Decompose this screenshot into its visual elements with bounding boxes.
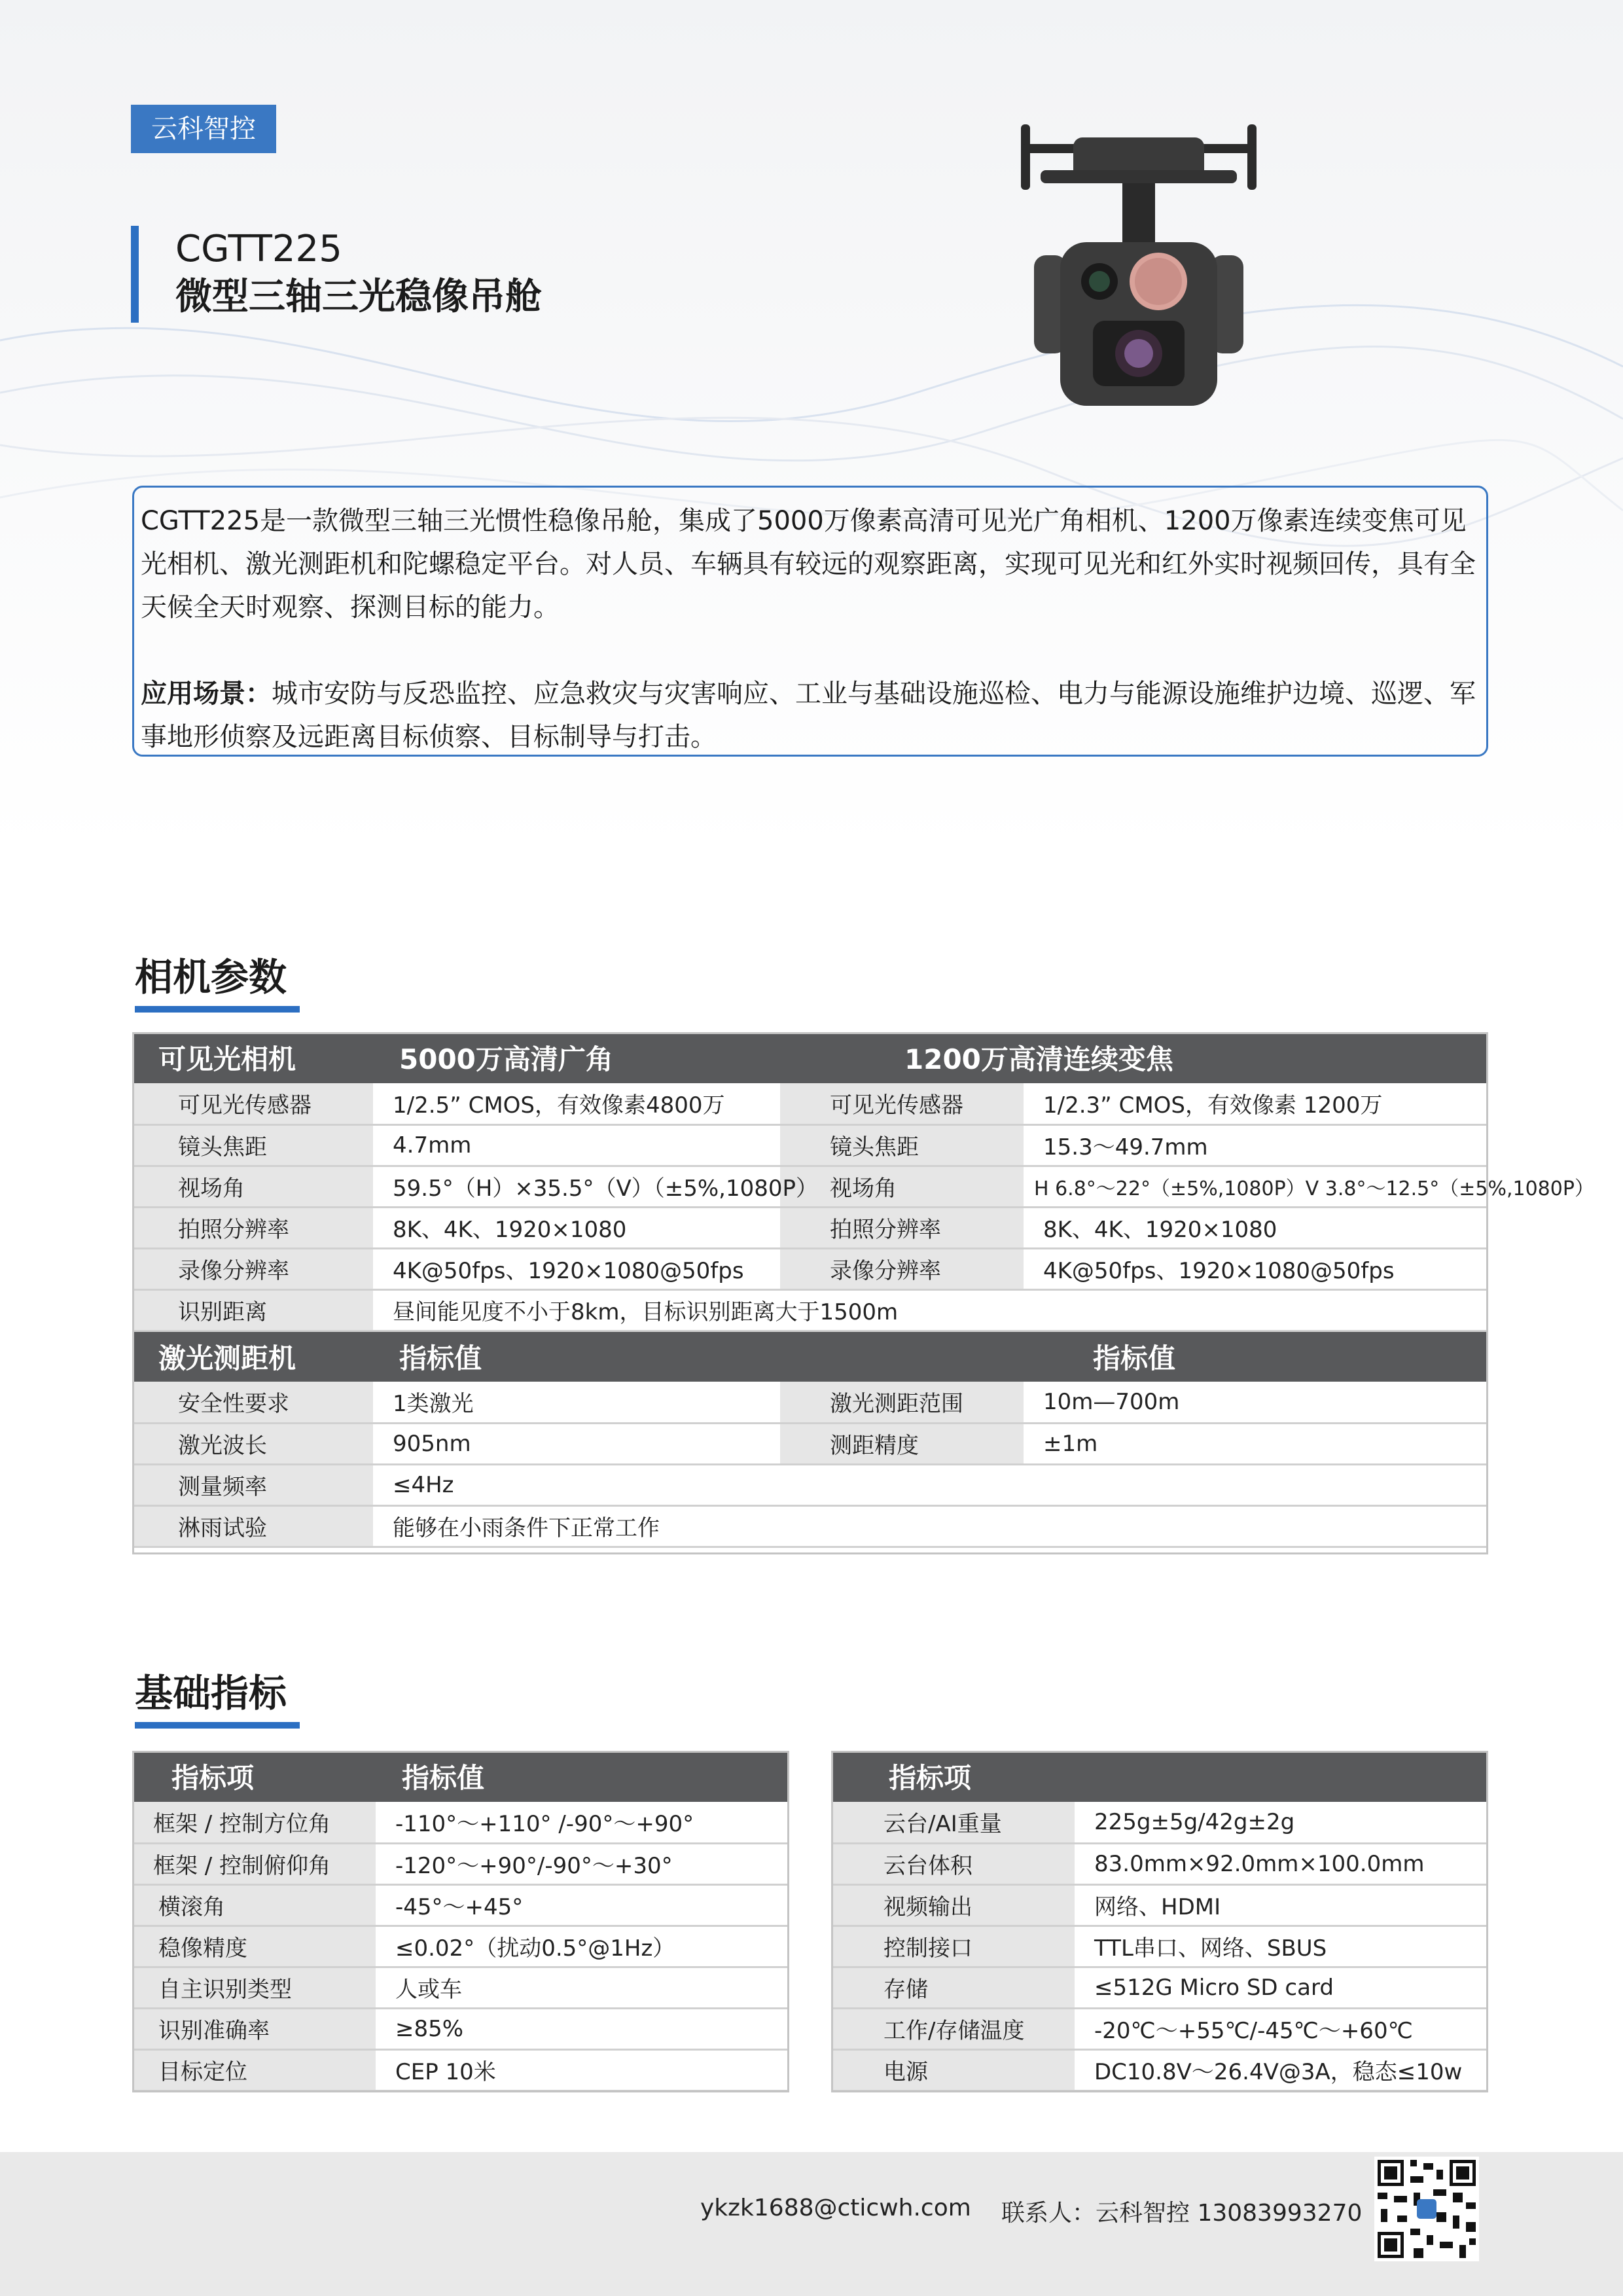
row-label: 淋雨试验 <box>132 1505 373 1547</box>
table-row <box>831 1843 1488 1884</box>
table-row <box>132 1464 1488 1505</box>
row-value: 人或车 <box>376 1967 789 2008</box>
table-row <box>132 1802 789 1843</box>
applications-text: 城市安防与反恐监控、应急救灾与灾害响应、工业与基础设施巡检、电力与能源设施维护边境、巡逻、军事地形侦察及远距离目标侦察、目标制导与打击。 <box>141 679 1476 752</box>
row-value: 1类激光 <box>373 1382 780 1423</box>
basic-specs-right-table <box>831 1751 1488 2092</box>
row-label: 存储 <box>831 1967 1075 2008</box>
table-row <box>132 1926 789 1967</box>
row-label: 目标定位 <box>132 2049 376 2090</box>
row-label: 识别距离 <box>132 1289 373 1331</box>
table-row <box>132 1505 1488 1547</box>
table-row <box>831 1802 1488 1843</box>
row-value: 能够在小雨条件下正常工作 <box>373 1505 1488 1547</box>
row-value: 4K@50fps、1920×1080@50fps <box>373 1248 780 1289</box>
intro-applications <box>141 672 1481 759</box>
visible-camera-col1: 5000万高清广角 <box>373 1032 780 1083</box>
table-row <box>132 1289 1488 1331</box>
row-value: 4.7mm <box>373 1124 780 1166</box>
row-label: 电源 <box>831 2049 1075 2090</box>
row-label: 拍照分辨率 <box>780 1207 1024 1248</box>
table-row <box>132 1382 1488 1423</box>
row-value: 网络、HDMI <box>1075 1884 1488 1926</box>
laser-header <box>132 1331 1488 1382</box>
table-row <box>132 1248 1488 1289</box>
title-accent-bar <box>131 226 139 323</box>
row-label: 框架 / 控制俯仰角 <box>132 1843 376 1884</box>
footer-email[interactable]: ykzk1688@cticwh.com <box>700 2195 971 2221</box>
row-label: 识别准确率 <box>132 2008 376 2049</box>
table-row <box>132 2008 789 2049</box>
basic-left-header-label: 指标项 <box>132 1751 376 1802</box>
row-label: 云台体积 <box>831 1843 1075 1884</box>
row-label: 镜头焦距 <box>780 1124 1024 1166</box>
qr-code-icon <box>1374 2157 1479 2261</box>
row-label: 安全性要求 <box>132 1382 373 1423</box>
row-value: 4K@50fps、1920×1080@50fps <box>1024 1248 1488 1289</box>
row-value: CEP 10米 <box>376 2049 789 2090</box>
row-value: 59.5°（H）×35.5°（V）（±5%,1080P） <box>373 1166 780 1207</box>
basic-section-title: 基础指标 <box>135 1671 287 1715</box>
table-row <box>132 1207 1488 1248</box>
row-label: 横滚角 <box>132 1884 376 1926</box>
laser-col1: 指标值 <box>373 1331 780 1382</box>
product-model: CGTT225 <box>175 228 342 270</box>
row-value: ±1m <box>1024 1423 1488 1464</box>
row-label: 镜头焦距 <box>132 1124 373 1166</box>
row-label: 自主识别类型 <box>132 1967 376 2008</box>
row-label: 云台/AI重量 <box>831 1802 1075 1843</box>
basic-right-header <box>831 1751 1488 1802</box>
camera-params-table <box>132 1032 1594 1548</box>
row-label: 视频输出 <box>831 1884 1075 1926</box>
row-value: 1/2.5” CMOS，有效像素4800万 <box>373 1083 780 1124</box>
table-row <box>132 1124 1488 1166</box>
row-label: 可见光传感器 <box>780 1083 1024 1124</box>
row-value: ≥85% <box>376 2008 789 2049</box>
row-value: -45°～+45° <box>376 1884 789 1926</box>
footer-contact: 联系人：云科智控 13083993270 <box>1001 2200 1363 2227</box>
row-value: 1/2.3” CMOS，有效像素 1200万 <box>1024 1083 1488 1124</box>
row-value: -20℃～+55℃/-45℃～+60℃ <box>1075 2008 1488 2049</box>
table-row <box>132 1166 1488 1207</box>
product-name: 微型三轴三光稳像吊舱 <box>175 276 542 318</box>
row-label: 录像分辨率 <box>132 1248 373 1289</box>
table-row <box>831 1884 1488 1926</box>
row-value: 83.0mm×92.0mm×100.0mm <box>1075 1843 1488 1884</box>
row-value: 8K、4K、1920×1080 <box>373 1207 780 1248</box>
row-value: 15.3～49.7mm <box>1024 1124 1488 1166</box>
row-value: 昼间能见度不小于8km，目标识别距离大于1500m <box>373 1289 1488 1331</box>
table-row <box>831 2049 1488 2090</box>
table-row <box>132 1967 789 2008</box>
table-row <box>132 1884 789 1926</box>
table-row <box>831 2008 1488 2049</box>
laser-label: 激光测距机 <box>132 1331 373 1382</box>
camera-section-title: 相机参数 <box>135 955 287 999</box>
table-row <box>132 1083 1488 1124</box>
row-value: ≤512G Micro SD card <box>1075 1967 1488 2008</box>
row-value: 225g±5g/42g±2g <box>1075 1802 1488 1843</box>
brand-tag: 云科智控 <box>131 105 276 153</box>
table-row <box>831 1926 1488 1967</box>
basic-specs-left-table <box>132 1751 789 2092</box>
row-label: 控制接口 <box>831 1926 1075 1967</box>
row-label: 可见光传感器 <box>132 1083 373 1124</box>
row-value: DC10.8V～26.4V@3A，稳态≤10w <box>1075 2049 1488 2090</box>
row-label: 拍照分辨率 <box>132 1207 373 1248</box>
row-label: 测量频率 <box>132 1464 373 1505</box>
row-label: 框架 / 控制方位角 <box>132 1802 376 1843</box>
camera-section-underline <box>135 1006 300 1013</box>
row-value: TTL串口、网络、SBUS <box>1075 1926 1488 1967</box>
intro-description: CGTT225是一款微型三轴三光惯性稳像吊舱，集成了5000万像素高清可见光广角相机、1200万像素连续变焦可见光相机、激光测距机和陀螺稳定平台。对人员、车辆具有较远的观察距离，实现可见光和红外实时视频回传，具有全天候全天时观察、探测目标的能力。 <box>141 506 1476 622</box>
row-label: 视场角 <box>132 1166 373 1207</box>
row-value: -110°～+110° /-90°～+90° <box>376 1802 789 1843</box>
row-label: 工作/存储温度 <box>831 2008 1075 2049</box>
row-label: 测距精度 <box>780 1423 1024 1464</box>
applications-label: 应用场景： <box>141 679 272 709</box>
row-value: -120°～+90°/-90°～+30° <box>376 1843 789 1884</box>
row-value: 10m—700m <box>1024 1382 1488 1423</box>
basic-section-underline <box>135 1722 300 1729</box>
table-row <box>831 1967 1488 2008</box>
row-value: ≤4Hz <box>373 1464 1488 1505</box>
table-row <box>132 1843 789 1884</box>
basic-left-header-value: 指标值 <box>376 1751 789 1802</box>
visible-camera-col2: 1200万高清连续变焦 <box>780 1032 1488 1083</box>
visible-camera-header <box>132 1032 1488 1083</box>
row-label: 录像分辨率 <box>780 1248 1024 1289</box>
basic-left-header <box>132 1751 789 1802</box>
basic-right-header-label: 指标项 <box>831 1751 1075 1802</box>
table-row <box>132 2049 789 2090</box>
row-label: 激光测距范围 <box>780 1382 1024 1423</box>
row-value: 905nm <box>373 1423 780 1464</box>
basic-right-header-value <box>1075 1751 1488 1802</box>
visible-camera-label: 可见光相机 <box>132 1032 373 1083</box>
row-value: H 6.8°～22°（±5%,1080P）V 3.8°～12.5°（±5%,1080P） <box>1024 1166 1488 1207</box>
laser-col2: 指标值 <box>780 1331 1488 1382</box>
row-label: 激光波长 <box>132 1423 373 1464</box>
intro-box <box>132 486 1488 757</box>
table-row <box>132 1423 1488 1464</box>
row-label: 稳像精度 <box>132 1926 376 1967</box>
row-value: 8K、4K、1920×1080 <box>1024 1207 1488 1248</box>
row-label: 视场角 <box>780 1166 1024 1207</box>
row-value: ≤0.02°（扰动0.5°@1Hz） <box>376 1926 789 1967</box>
gimbal-product-image <box>1001 118 1276 432</box>
